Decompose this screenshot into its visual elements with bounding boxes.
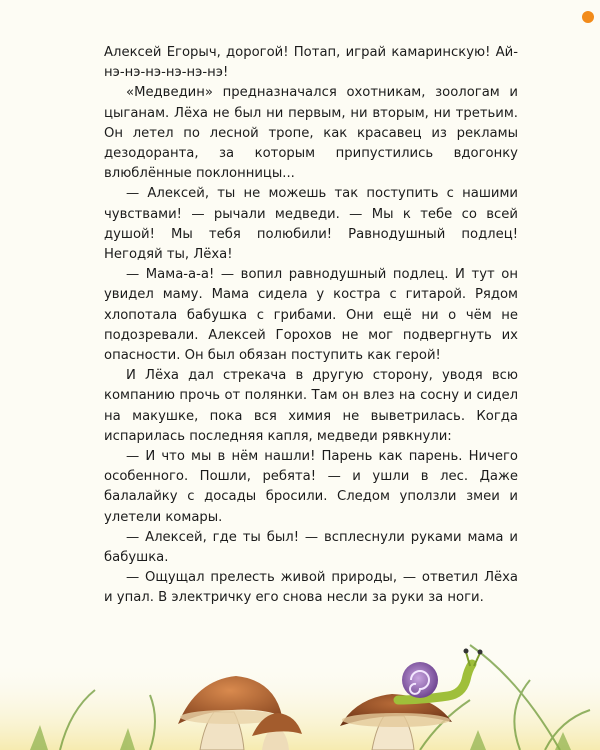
paragraph-1: Алексей Егорыч, дорогой! Потап, играй камаринскую! Ай-нэ-нэ-нэ-нэ-нэ-нэ!	[104, 45, 518, 81]
paragraph-6: — И что мы в нём нашли! Парень как парень. Ничего особенного. Пошли, ребята! — и ушли в лес. Даже балалайку с досады бросили. Следом уползли змеи и улетели комары.	[104, 449, 518, 525]
paragraph-8: — Ощущал прелесть живой природы, — ответил Лёха и упал. В электричку его снова несли за руки за ноги.	[104, 570, 518, 606]
ground-glow	[0, 660, 600, 750]
paragraph-4: — Мама-а-а! — вопил равнодушный подлец. И тут он увидел маму. Мама сидела у костра с гитарой. Рядом хлопотала бабушка с грибами. Они ещё ни о чём не подозревали. Алексей Горохов не мог подвергнуть их опасности. Он был обязан поступить как герой!	[104, 267, 518, 364]
page-corner-marker	[582, 11, 594, 23]
mushroom-snail-illustration	[0, 640, 600, 750]
paragraph-5: И Лёха дал стрекача в другую сторону, уводя всю компанию прочь от полянки. Там он влез на сосну и сидел на макушке, пока вся химия не выветрилась. Когда испарилась последняя капля, медведи рявкнули:	[104, 368, 518, 444]
story-text	[104, 43, 518, 609]
paragraph-2: «Медведин» предназначался охотникам, зоологам и цыганам. Лёха не был ни первым, ни вторым, ни третьим. Он летел по лесной тропе, как красавец из рекламы дезодоранта, за которым припустились вдогонку влюблённые поклонницы...	[104, 85, 518, 182]
paragraph-3: — Алексей, ты не можешь так поступить с нашими чувствами! — рычали медведи. — Мы к тебе со всей душой! Мы тебя полюбили! Равнодушный подлец! Негодяй ты, Лёха!	[104, 186, 518, 263]
paragraph-7: — Алексей, где ты был! — всплеснули руками мама и бабушка.	[104, 529, 518, 566]
